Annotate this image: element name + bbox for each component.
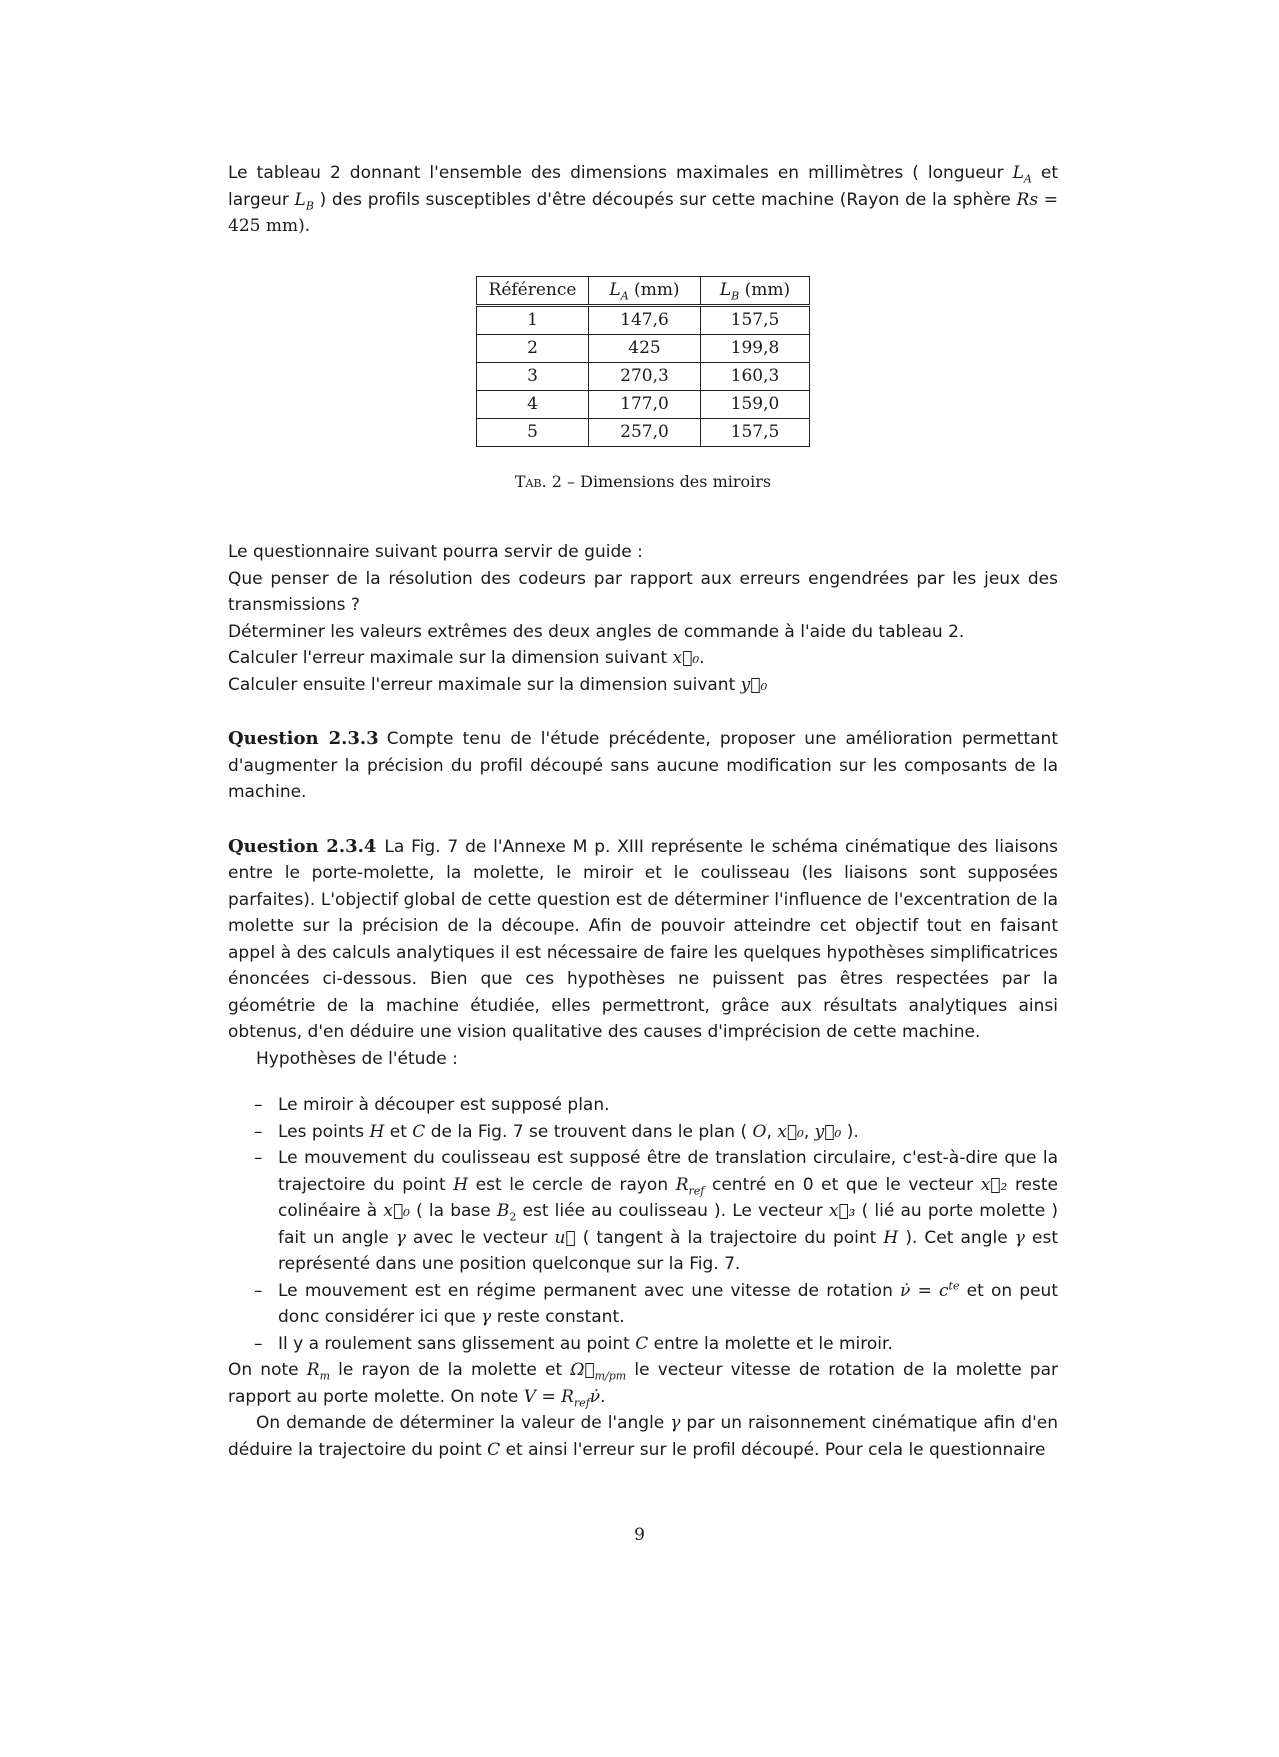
table-cell: 5 (477, 418, 589, 446)
table-cell: 157,5 (701, 418, 810, 446)
guide-line: Calculer ensuite l'erreur maximale sur la dimension suivant y⃗₀ (228, 674, 768, 695)
list-item: – Le mouvement est en régime permanent avec une vitesse de rotation ν̇ = $c^{te}$ et on peut donc considérer ici que γ reste constant. (254, 1278, 1059, 1327)
list-item: – Les points H et C de la Fig. 7 se trouvent dans le plan ( O, x⃗₀, y⃗₀ ). (254, 1121, 859, 1142)
caption-text: Dimensions des miroirs (580, 471, 772, 491)
list-item: – Le miroir à découper est supposé plan. (254, 1095, 610, 1115)
table-row (477, 362, 810, 390)
intro-text: ) des profils susceptibles d'être découpés sur cette machine (Rayon de la sphère (313, 189, 1017, 210)
table-cell: 177,0 (589, 390, 701, 418)
closing-paragraph: On demande de déterminer la valeur de l'angle γ par un raisonnement cinématique afin d'en déduire la trajectoire du point C et ainsi l'erreur sur le profil découpé. Pour cela le questionnaire (228, 1413, 1058, 1460)
document-page (228, 160, 1058, 1463)
table-row (477, 334, 810, 362)
list-item: – Le mouvement du coulisseau est supposé être de translation circulaire, c'est-à-dire que la trajectoire du point H est le cercle de rayon $R_{ref}$ centré en 0 et que le vecteur x⃗₂ reste colinéaire à x⃗₀ ( la base $B_2$ est liée au coulisseau ). Le vecteur x⃗₃ ( lié au porte molette ) fait un angle γ avec le vecteur u⃗ ( tangent à la trajectoire du point H ). Cet angle γ est représenté dans une position quelconque sur la Fig. 7. (254, 1148, 1059, 1274)
question-2-3-4 (228, 834, 1058, 1073)
guide-line: Déterminer les valeurs extrêmes des deux angles de commande à l'aide du tableau 2. (228, 621, 965, 642)
dimensions-table (476, 276, 810, 447)
table-row (477, 305, 810, 334)
rs-value: = 425 mm). (228, 189, 1058, 236)
table-cell: 4 (477, 390, 589, 418)
header-reference: Référence (477, 276, 589, 305)
table-row (477, 390, 810, 418)
question-label: Question 2.3.3 (228, 728, 379, 749)
lb-symbol: L (294, 189, 306, 210)
table-cell: 160,3 (701, 362, 810, 390)
lb-subscript: B (305, 198, 314, 212)
intro-text: et largeur (228, 163, 1059, 210)
table-header-row (477, 276, 810, 305)
page-number: 9 (634, 1525, 645, 1545)
caption-label: Tab. 2 (514, 471, 562, 491)
dimensions-table-wrapper (476, 276, 1058, 447)
table-cell: 3 (477, 362, 589, 390)
table-cell: 2 (477, 334, 589, 362)
table-cell: 159,0 (701, 390, 810, 418)
question-text: La Fig. 7 de l'Annexe M p. XIII représente le schéma cinématique des liaisons entre le porte-molette, la molette, le miroir et le coulisseau (les liaisons sont supposées parfaites). L'objectif global de cette question est de déterminer l'influence de l'excentration de la molette sur la précision de la découpe. Afin de pouvoir atteindre cet objectif tout en faisant appel à des calculs analytiques il est nécessaire de faire les quelques hypothèses simplificatrices énoncées ci-dessous. Bien que ces hypothèses ne puissent pas êtres respectées par la géométrie de la machine étudiée, elles permettront, grâce aux résultats analytiques ainsi obtenus, d'en déduire une vision qualitative des causes d'imprécision de cette machine. (228, 836, 1058, 1042)
guide-questions (228, 539, 1058, 698)
la-subscript: A (1023, 172, 1032, 186)
list-item: – Il y a roulement sans glissement au point C entre la molette et le miroir. (254, 1333, 893, 1354)
header-lb: $L_B$ (mm) (701, 276, 810, 305)
question-text: Compte tenu de l'étude précédente, proposer une amélioration permettant d'augmenter la précision du profil découpé sans aucune modification sur les composants de la machine. (228, 729, 1058, 802)
table-cell: 270,3 (589, 362, 701, 390)
header-la: $L_A$ (mm) (589, 276, 701, 305)
table-cell: 257,0 (589, 418, 701, 446)
intro-paragraph (228, 160, 1058, 240)
question-label: Question 2.3.4 (228, 835, 377, 857)
question-2-3-3 (228, 726, 1058, 806)
intro-text: Le tableau 2 donnant l'ensemble des dimensions maximales en millimètres ( longueur (228, 163, 1013, 183)
table-cell: 147,6 (589, 305, 701, 334)
notation-paragraph: On note $R_m$ le rayon de la molette et $\Omega⃗_{m/pm}$ le vecteur vitesse de rotation de la molette par rapport au porte molette. On note $V = R_{ref}\nu̇$. (228, 1360, 1058, 1409)
table-row (477, 418, 810, 446)
guide-line: Calculer l'erreur maximale sur la dimension suivant x⃗₀. (228, 648, 705, 668)
guide-line: Que penser de la résolution des codeurs par rapport aux erreurs engendrées par les jeux des transmissions ? (228, 568, 1058, 615)
table-cell: 157,5 (701, 305, 810, 334)
table-cell: 425 (589, 334, 701, 362)
rs-symbol: Rs (1016, 189, 1039, 210)
table-caption: Tab. 2 – Dimensions des miroirs (514, 471, 772, 491)
hypotheses-title: Hypothèses de l'étude : (256, 1048, 458, 1069)
la-symbol: L (1012, 163, 1024, 183)
hypotheses-list (228, 1092, 1058, 1357)
guide-line: Le questionnaire suivant pourra servir de guide : (228, 542, 643, 562)
table-cell: 199,8 (701, 334, 810, 362)
table-cell: 1 (477, 305, 589, 334)
